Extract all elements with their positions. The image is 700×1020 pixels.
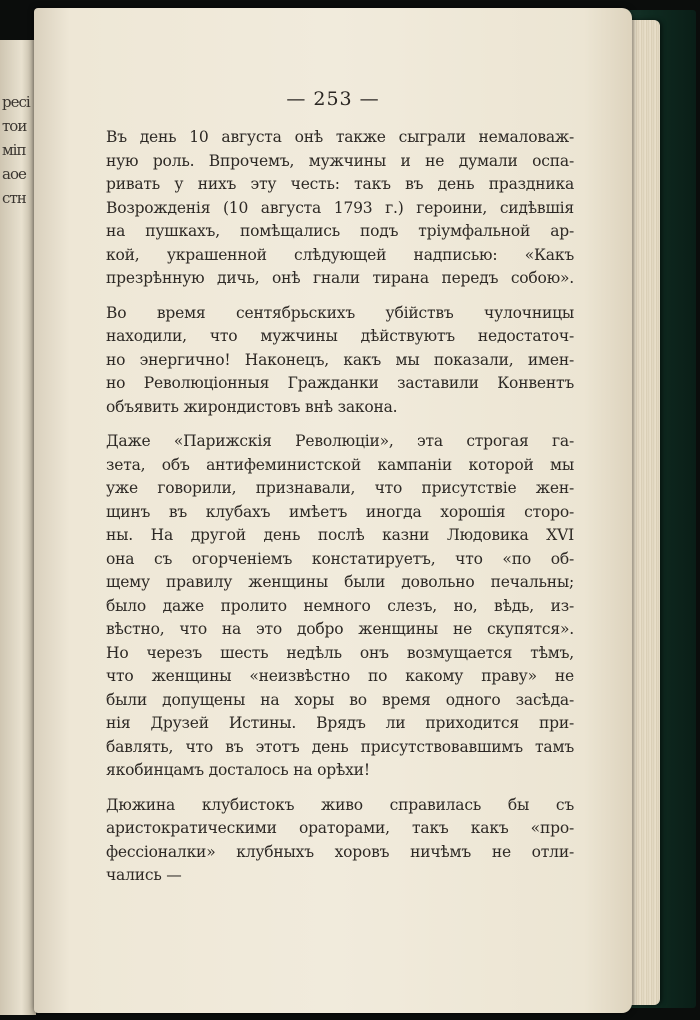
text-line: зета, объ антифеминистской кампанiи которой мы bbox=[106, 455, 574, 474]
text-line: было даже пролито немного слезъ, но, вѣдь, из- bbox=[106, 596, 574, 615]
text-line: но энергично! Наконецъ, какъ мы показали, имен- bbox=[106, 350, 574, 369]
text-line: бавлять, что въ этотъ день присутствовавшимъ тамъ bbox=[106, 737, 574, 756]
text-line: Даже «Парижскiя Революцiи», эта строгая га- bbox=[106, 432, 574, 450]
text-line: были допущены на хоры во время одного засѣда- bbox=[106, 690, 574, 709]
text-line: но Революцiонныя Гражданки заставили Конвентъ bbox=[106, 374, 574, 392]
text-line: Во время сентябрьскихъ убiйствъ чулочницы bbox=[106, 303, 574, 322]
text-line: якобинцамъ досталось на орѣхи! bbox=[106, 761, 370, 779]
text-line: фессiоналки» клубныхъ хоровъ ничѣмъ не отли- bbox=[106, 842, 574, 861]
text-line: уже говорили, признавали, что присутствiе жен- bbox=[106, 479, 574, 497]
text-line: на пушкахъ, помѣщались подъ трiумфальной ар- bbox=[106, 222, 574, 240]
text-line: ны. На другой день послѣ казни Людовика XVI bbox=[106, 526, 574, 544]
text-line: Но черезъ шесть недѣль онъ возмущается тѣмъ, bbox=[106, 643, 574, 662]
text-line: щему правилу женщины были довольно печальны; bbox=[106, 573, 574, 591]
text-line: Въ день 10 августа онѣ также сыграли немаловаж- bbox=[106, 128, 574, 146]
text-line: нiя Друзей Истины. Врядъ ли приходится при- bbox=[106, 714, 574, 732]
text-line: вѣстно, что на это добро женщины не скупятся». bbox=[106, 620, 574, 638]
paragraph-1 bbox=[106, 126, 574, 291]
paragraph-4 bbox=[106, 794, 574, 888]
text-line: что женщины «неизвѣстно по какому праву» не bbox=[106, 667, 574, 685]
text-line: презрѣнную дичь, онѣ гнали тирана передъ собою». bbox=[106, 269, 574, 287]
left-page-text-fragment: ресiтоимiпаоестн bbox=[2, 93, 30, 207]
page-body bbox=[106, 126, 574, 888]
text-line: ную роль. Впрочемъ, мужчины и не думали оспа- bbox=[106, 151, 574, 170]
left-facing-page bbox=[0, 40, 36, 1015]
text-line: кой, украшенной слѣдующей надписью: «Какъ bbox=[106, 245, 574, 264]
text-line: чались — bbox=[106, 866, 182, 884]
text-line: находили, что мужчины дѣйствуютъ недостаточ- bbox=[106, 327, 574, 345]
text-line: Возрожденiя (10 августа 1793 г.) героини, сидѣвшiя bbox=[106, 198, 574, 217]
book-page bbox=[34, 8, 632, 1013]
paragraph-2 bbox=[106, 302, 574, 420]
text-line: ривать у нихъ эту честь: такъ въ день праздника bbox=[106, 175, 574, 193]
paragraph-3 bbox=[106, 430, 574, 783]
text-line: Дюжина клубистокъ живо справилась бы съ bbox=[106, 795, 574, 814]
page-number: — 253 — bbox=[286, 88, 380, 110]
text-line: она съ огорченiемъ констатируетъ, что «по об- bbox=[106, 549, 574, 568]
text-line: щинъ въ клубахъ имѣетъ иногда хорошiя сторо- bbox=[106, 502, 574, 521]
text-line: аристократическими ораторами, такъ какъ «про- bbox=[106, 819, 574, 837]
text-line: объявить жирондистовъ внѣ закона. bbox=[106, 397, 398, 416]
